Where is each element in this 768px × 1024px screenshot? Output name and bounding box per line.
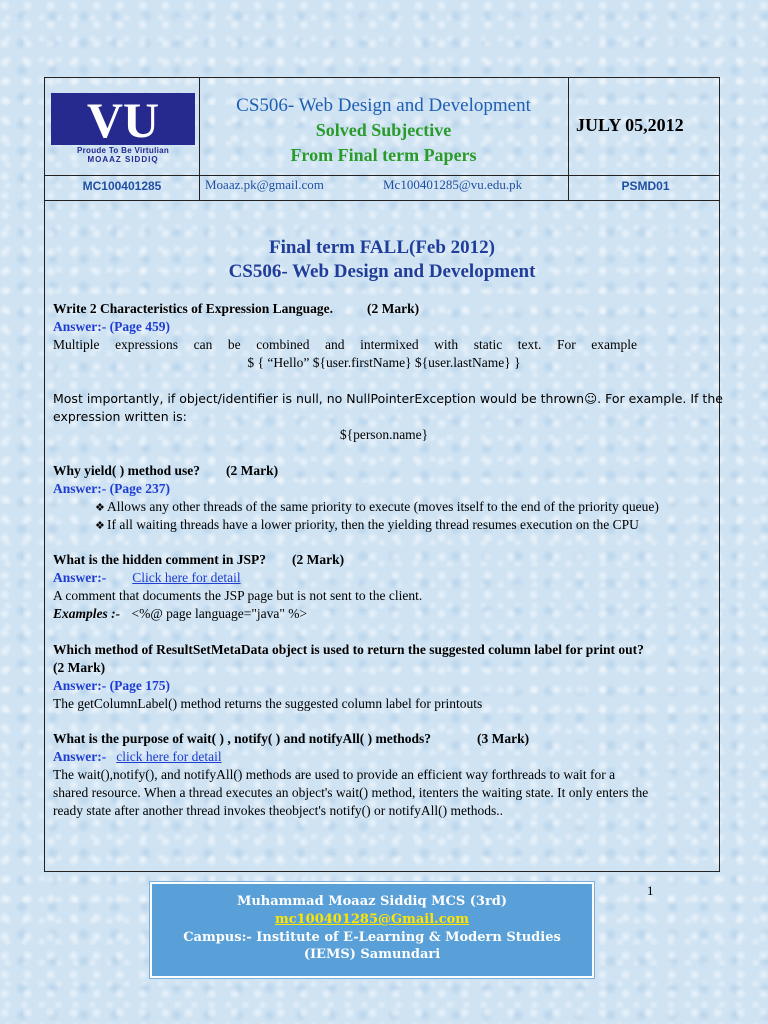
question-1-marks: (2 Mark) — [366, 301, 420, 316]
detail-link[interactable]: Click here for detail — [132, 570, 241, 585]
answer-3-text: A comment that documents the JSP page but is not sent to the client. — [53, 588, 423, 603]
campus-line-2: (IEMS) Samundari — [303, 947, 441, 962]
question-2 — [53, 462, 715, 480]
answer-1-code: $ { “Hello” ${user.firstName} ${user.lastName} } — [247, 355, 521, 370]
page-number: 1 — [647, 883, 654, 898]
answer-2-label: Answer:- (Page 237) — [53, 481, 170, 496]
question-2-text: Why yield( ) method use? — [53, 463, 201, 478]
answer-3-row — [53, 569, 715, 587]
answer-1-text3: expression written is: — [53, 409, 187, 424]
question-3-text: What is the hidden comment in JSP? — [53, 552, 267, 567]
answer-1-text2b: . For example. If the — [597, 391, 723, 406]
answer-1-label: Answer:- (Page 459) — [53, 319, 170, 334]
author-footer — [150, 882, 594, 978]
answer-4-text: The getColumnLabel() method returns the suggested column label for printouts — [53, 696, 483, 711]
campus-line: Campus:- Institute of E-Learning & Modern Studies — [183, 930, 561, 945]
question-3-marks: (2 Mark) — [292, 552, 345, 567]
author-name: Muhammad Moaaz Siddiq MCS (3rd) — [236, 894, 508, 909]
email-gmail[interactable]: Moaaz.pk@gmail.com — [205, 177, 324, 192]
answer-5-line2: shared resource. When a thread executes an object's wait() method, itenters the waiting state. It only enters the — [53, 785, 649, 800]
question-5-marks: (3 Mark) — [477, 731, 530, 746]
vu-logo-letters — [51, 93, 195, 145]
answer-4-label: Answer:- (Page 175) — [53, 678, 170, 693]
subtitle-papers: From Final term Papers — [290, 145, 477, 165]
question-3 — [53, 551, 715, 569]
example-code: <%@ page language="java" %> — [131, 606, 308, 621]
document-frame — [44, 77, 723, 872]
examples-label: Examples :- — [53, 606, 121, 621]
question-1-text: Write 2 Characteristics of Expression Language. — [53, 301, 333, 316]
logo-name: MOAAZ SIDDIQ — [87, 155, 159, 164]
question-4-marks: (2 Mark) — [53, 660, 106, 675]
detail-link[interactable]: click here for detail — [116, 749, 222, 764]
header-row — [45, 78, 719, 176]
paper-course: CS506- Web Design and Development — [228, 261, 536, 282]
answer-5-line1: The wait(),notify(), and notifyAll() methods are used to provide an efficient way forthreads to wait for a — [53, 767, 616, 782]
document-date: JULY 05,2012 — [576, 115, 684, 135]
answer-5-row — [53, 748, 715, 766]
answer-1-text2a: Most importantly, if object/identifier is null, no NullPointerException would be thrown — [53, 391, 585, 406]
answer-1-code2: ${person.name} — [339, 427, 429, 442]
logo-cell — [45, 78, 200, 175]
doc-code: PSMD01 — [568, 175, 722, 200]
vu-logo-mark — [51, 93, 195, 145]
answer-5-line3: ready state after another thread invokes theobject's notify() or notifyAll() methods.. — [53, 803, 504, 818]
date-cell — [568, 78, 721, 175]
question-4-text: Which method of ResultSetMetaData object is used to return the suggested column label for print out? — [53, 642, 644, 657]
answer-3-label: Answer:- — [53, 570, 107, 585]
bullet-text: Allows any other threads of the same priority to execute (moves itself to the end of the priority queue) — [107, 499, 659, 514]
answer-1-text2 — [53, 390, 723, 408]
diamond-bullet-icon: ❖ — [95, 520, 105, 532]
student-id: MC100401285 — [45, 175, 200, 200]
bullet-text: If all waiting threads have a lower priority, then the yielding thread resumes execution on the CPU — [107, 517, 639, 532]
question-1 — [53, 300, 715, 318]
question-2-marks: (2 Mark) — [226, 463, 279, 478]
question-5 — [53, 730, 715, 748]
paper-title: Final term FALL(Feb 2012) — [268, 237, 496, 258]
answer-1-text: Multiple expressions can be combined and intermixed with static text. For example — [53, 337, 637, 352]
author-email[interactable]: mc100401285@Gmail.com — [274, 912, 470, 927]
info-row — [45, 175, 719, 201]
bullet-item — [95, 498, 659, 517]
diamond-bullet-icon: ❖ — [95, 502, 105, 514]
logo-tagline: Proude To Be Virtulian — [76, 146, 170, 155]
title-cell — [199, 78, 569, 175]
bullet-item — [95, 516, 639, 535]
email-vu[interactable]: Mc100401285@vu.edu.pk — [383, 177, 523, 192]
answer-5-label: Answer:- — [53, 749, 107, 764]
subtitle-solved: Solved Subjective — [315, 120, 452, 140]
question-5-text: What is the purpose of wait( ) , notify( ) and notifyAll( ) methods? — [53, 731, 431, 746]
vu-logo-text: VU — [86, 93, 160, 145]
smiley-icon: ☺ — [584, 391, 598, 406]
answer-3-example — [53, 605, 715, 623]
course-title: CS506- Web Design and Development — [236, 95, 531, 116]
vu-logo — [51, 93, 195, 163]
